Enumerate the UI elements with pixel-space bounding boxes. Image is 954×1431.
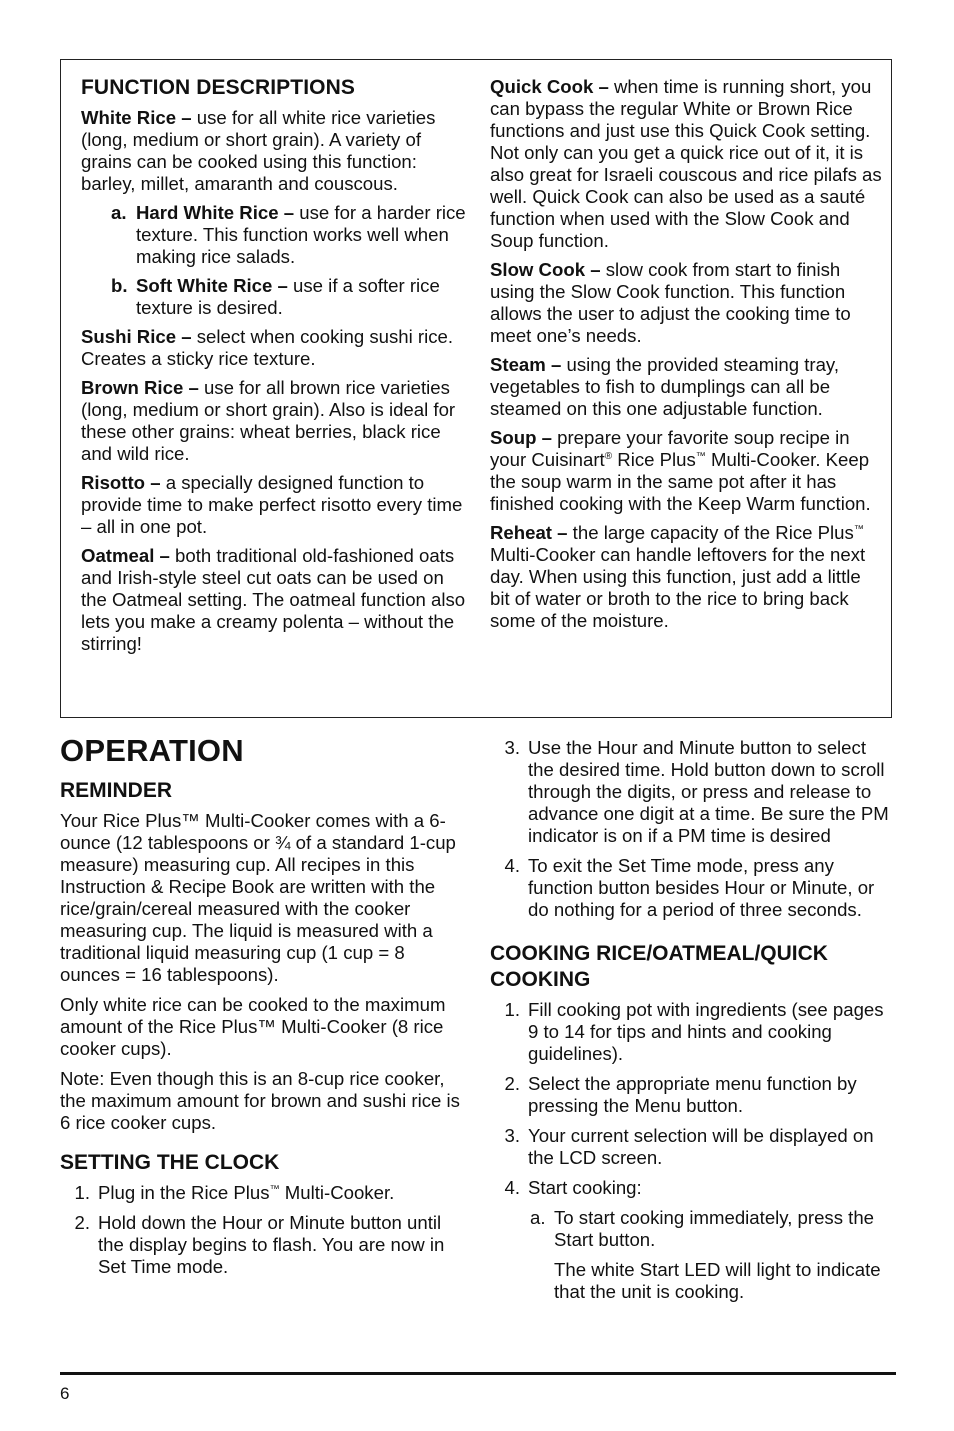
page-number: 6	[60, 1384, 70, 1403]
list-item: 4. To exit the Set Time mode, press any function button besides Hour or Minute, or do nothing for a period of three seconds.	[504, 855, 875, 920]
reminder-paragraph-2: Only white rice can be cooked to the maximum amount of the Rice Plus™ Multi-Cooker (8 rice cooker cups).	[60, 994, 446, 1059]
start-led-note: The white Start LED will light to indicate that the unit is cooking.	[554, 1259, 881, 1302]
soup-entry: Soup – prepare your favorite soup recipe in your Cuisinart® Rice Plus™ Multi-Cooker. Keep the soup warm in the same pot after it has finished cooking with the Keep Warm function.	[490, 427, 871, 514]
operation-right-column	[490, 737, 895, 1311]
reminder-paragraph-3: Note: Even though this is an 8-cup rice cooker, the maximum amount for brown and sushi rice is 6 rice cooker cups.	[60, 1068, 460, 1133]
list-item: 3. Your current selection will be displayed on the LCD screen.	[504, 1125, 874, 1168]
start-cooking-substep: a. To start cooking immediately, press the Start button.	[530, 1207, 875, 1250]
operation-left-column	[60, 734, 462, 1286]
hard-white-rice-entry: a. Hard White Rice – use for a harder rice texture. This function works well when making rice salads.	[111, 202, 466, 267]
risotto-entry: Risotto – a specially designed function to provide time to make perfect risotto every time – all in one pot.	[81, 472, 463, 537]
white-rice-entry: White Rice – use for all white rice varieties (long, medium or short grain). A variety of grains can be cooked using this function: barley, millet, amaranth and couscous.	[81, 107, 436, 194]
list-item: 4. Start cooking:	[504, 1177, 642, 1198]
oatmeal-entry: Oatmeal – both traditional old-fashioned oats and Irish-style steel cut oats can be used on the Oatmeal setting. The oatmeal function also lets you make a creamy polenta – without the stirring!	[81, 545, 466, 654]
soft-white-rice-entry: b. Soft White Rice – use if a softer rice texture is desired.	[111, 275, 440, 318]
reminder-paragraph-1: Your Rice Plus™ Multi-Cooker comes with a 6-ounce (12 tablespoons or ¾ of a standard 1-cup measure) measuring cup. All recipes in this Instruction & Recipe Book are written with the rice/grain/cereal measured with the cooker measuring cup. The liquid is measured with a traditional liquid measuring cup (1 cup = 8 ounces = 16 tablespoons).	[60, 810, 456, 985]
quick-cook-entry: Quick Cook – when time is running short, you can bypass the regular White or Brown Rice functions and just use this Quick Cook setting. Not only can you get a quick rice out of it, it is also great for Israeli couscous and rice pilafs as well. Quick Cook can also be used as a sauté function when used with the Slow Cook and Soup function.	[490, 76, 882, 251]
list-item: 3. Use the Hour and Minute button to select the desired time. Hold button down to scroll through the digits, or press and release to advance one digit at a time. Be sure the PM indicator is on if a PM time is desired	[504, 737, 889, 846]
operation-title: OPERATION	[60, 733, 244, 768]
brown-rice-entry: Brown Rice – use for all brown rice varieties (long, medium or short grain). Also is ideal for these other grains: wheat berries, black rice and wild rice.	[81, 377, 456, 464]
list-item: 1. Plug in the Rice Plus™ Multi-Cooker.	[74, 1182, 395, 1203]
function-descriptions-box	[60, 59, 892, 718]
setting-clock-steps	[60, 1182, 462, 1278]
reminder-heading: REMINDER	[60, 779, 173, 802]
cooking-steps	[490, 999, 895, 1199]
steam-entry: Steam – using the provided steaming tray, vegetables to fish to dumplings can all be steamed on this one adjustable function.	[490, 354, 840, 419]
list-item: 1. Fill cooking pot with ingredients (see pages 9 to 14 for tips and hints and cooking guidelines).	[504, 999, 884, 1064]
setting-clock-heading: SETTING THE CLOCK	[60, 1151, 280, 1174]
function-descriptions-left-column	[81, 76, 471, 662]
sushi-rice-entry: Sushi Rice – select when cooking sushi rice. Creates a sticky rice texture.	[81, 326, 454, 369]
function-descriptions-right-column	[490, 76, 885, 639]
function-descriptions-heading: FUNCTION DESCRIPTIONS	[81, 76, 355, 99]
reheat-entry: Reheat – the large capacity of the Rice Plus™ Multi-Cooker can handle leftovers for the next day. When using this function, just add a little bit of water or broth to the rice to bring back some of the moisture.	[490, 522, 866, 631]
footer-rule	[60, 1372, 896, 1375]
slow-cook-entry: Slow Cook – slow cook from start to finish using the Slow Cook function. This function allows the user to adjust the cooking time to meet one’s needs.	[490, 259, 851, 346]
list-item: 2. Hold down the Hour or Minute button until the display begins to flash. You are now in Set Time mode.	[74, 1212, 445, 1277]
cooking-heading: COOKING RICE/OATMEAL/QUICK COOKING	[490, 942, 828, 991]
list-item: 2. Select the appropriate menu function by pressing the Menu button.	[504, 1073, 857, 1116]
setting-clock-steps-continued	[490, 737, 895, 921]
